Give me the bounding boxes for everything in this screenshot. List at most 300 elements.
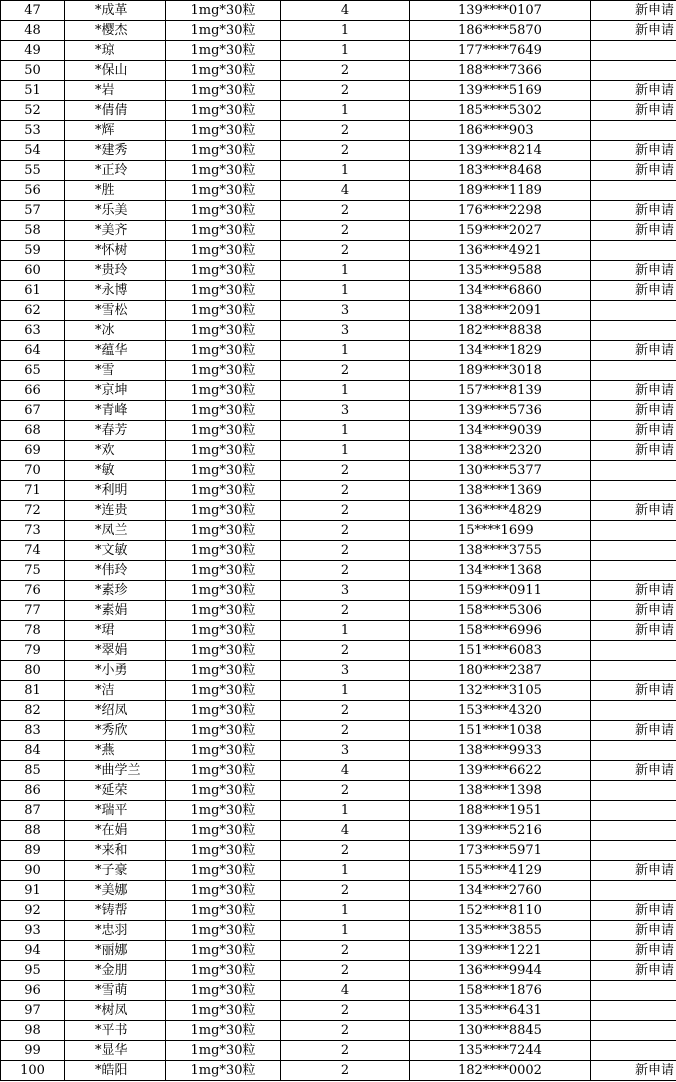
applicant-name: *青峰 [65, 401, 166, 421]
drug-spec: 1mg*30粒 [166, 241, 281, 261]
phone-number: 139****5216 [410, 821, 591, 841]
phone-number: 155****4129 [410, 861, 591, 881]
row-number: 65 [1, 361, 65, 381]
quantity: 2 [281, 81, 410, 101]
row-number: 95 [1, 961, 65, 981]
table-row [1, 521, 676, 541]
table-row [1, 421, 676, 441]
phone-number: 158****5306 [410, 601, 591, 621]
drug-spec: 1mg*30粒 [166, 1021, 281, 1041]
application-status [591, 701, 676, 721]
phone-number: 134****9039 [410, 421, 591, 441]
quantity: 2 [281, 1061, 410, 1081]
applicant-name: *延荣 [65, 781, 166, 801]
drug-spec: 1mg*30粒 [166, 41, 281, 61]
row-number: 81 [1, 681, 65, 701]
phone-number: 173****5971 [410, 841, 591, 861]
quantity: 1 [281, 681, 410, 701]
application-status: 新申请 [591, 441, 676, 461]
applicant-name: *正玲 [65, 161, 166, 181]
phone-number: 134****6860 [410, 281, 591, 301]
quantity: 2 [281, 61, 410, 81]
drug-spec: 1mg*30粒 [166, 901, 281, 921]
table-row [1, 21, 676, 41]
applicant-name: *雪松 [65, 301, 166, 321]
row-number: 86 [1, 781, 65, 801]
quantity: 2 [281, 461, 410, 481]
table-row [1, 501, 676, 521]
table-row [1, 561, 676, 581]
quantity: 4 [281, 761, 410, 781]
table-row [1, 881, 676, 901]
phone-number: 138****1369 [410, 481, 591, 501]
table-row [1, 461, 676, 481]
table-row [1, 221, 676, 241]
quantity: 2 [281, 641, 410, 661]
applicant-name: *京坤 [65, 381, 166, 401]
drug-spec: 1mg*30粒 [166, 1, 281, 21]
drug-spec: 1mg*30粒 [166, 101, 281, 121]
drug-spec: 1mg*30粒 [166, 821, 281, 841]
row-number: 50 [1, 61, 65, 81]
row-number: 67 [1, 401, 65, 421]
quantity: 3 [281, 661, 410, 681]
drug-spec: 1mg*30粒 [166, 481, 281, 501]
row-number: 58 [1, 221, 65, 241]
row-number: 89 [1, 841, 65, 861]
applicant-name: *琼 [65, 41, 166, 61]
phone-number: 138****9933 [410, 741, 591, 761]
drug-spec: 1mg*30粒 [166, 121, 281, 141]
applicant-name: *文敏 [65, 541, 166, 561]
application-status [591, 561, 676, 581]
drug-spec: 1mg*30粒 [166, 61, 281, 81]
phone-number: 136****4921 [410, 241, 591, 261]
table-row [1, 401, 676, 421]
row-number: 80 [1, 661, 65, 681]
applicant-name: *铸帮 [65, 901, 166, 921]
phone-number: 130****8845 [410, 1021, 591, 1041]
application-status [591, 321, 676, 341]
applicant-name: *贵玲 [65, 261, 166, 281]
drug-spec: 1mg*30粒 [166, 281, 281, 301]
phone-number: 136****4829 [410, 501, 591, 521]
drug-spec: 1mg*30粒 [166, 81, 281, 101]
phone-number: 158****1876 [410, 981, 591, 1001]
drug-spec: 1mg*30粒 [166, 801, 281, 821]
drug-spec: 1mg*30粒 [166, 461, 281, 481]
phone-number: 134****1368 [410, 561, 591, 581]
row-number: 93 [1, 921, 65, 941]
applicant-name: *成革 [65, 1, 166, 21]
row-number: 82 [1, 701, 65, 721]
applicant-name: *燕 [65, 741, 166, 761]
drug-spec: 1mg*30粒 [166, 701, 281, 721]
application-status: 新申请 [591, 961, 676, 981]
row-number: 84 [1, 741, 65, 761]
phone-number: 138****3755 [410, 541, 591, 561]
row-number: 71 [1, 481, 65, 501]
drug-spec: 1mg*30粒 [166, 941, 281, 961]
application-status: 新申请 [591, 501, 676, 521]
applicant-name: *绍凤 [65, 701, 166, 721]
table-row [1, 1041, 676, 1061]
applicant-name: *在娟 [65, 821, 166, 841]
quantity: 3 [281, 301, 410, 321]
application-status: 新申请 [591, 381, 676, 401]
drug-spec: 1mg*30粒 [166, 541, 281, 561]
drug-spec: 1mg*30粒 [166, 961, 281, 981]
table-row [1, 481, 676, 501]
applicant-name: *欢 [65, 441, 166, 461]
quantity: 4 [281, 821, 410, 841]
row-number: 75 [1, 561, 65, 581]
phone-number: 186****5870 [410, 21, 591, 41]
drug-spec: 1mg*30粒 [166, 981, 281, 1001]
quantity: 2 [281, 521, 410, 541]
applicant-name: *丽娜 [65, 941, 166, 961]
table-row [1, 121, 676, 141]
row-number: 47 [1, 1, 65, 21]
quantity: 1 [281, 381, 410, 401]
drug-spec: 1mg*30粒 [166, 641, 281, 661]
phone-number: 189****3018 [410, 361, 591, 381]
application-status: 新申请 [591, 21, 676, 41]
application-status [591, 461, 676, 481]
table-row [1, 1, 676, 21]
drug-spec: 1mg*30粒 [166, 721, 281, 741]
drug-spec: 1mg*30粒 [166, 361, 281, 381]
row-number: 54 [1, 141, 65, 161]
application-status [591, 241, 676, 261]
quantity: 2 [281, 361, 410, 381]
applicant-name: *秀欣 [65, 721, 166, 741]
phone-number: 159****2027 [410, 221, 591, 241]
row-number: 92 [1, 901, 65, 921]
row-number: 98 [1, 1021, 65, 1041]
applicant-name: *倩倩 [65, 101, 166, 121]
phone-number: 138****2320 [410, 441, 591, 461]
phone-number: 159****0911 [410, 581, 591, 601]
applicant-name: *平书 [65, 1021, 166, 1041]
row-number: 88 [1, 821, 65, 841]
application-status: 新申请 [591, 621, 676, 641]
application-status: 新申请 [591, 81, 676, 101]
drug-spec: 1mg*30粒 [166, 1041, 281, 1061]
applicant-name: *翠娟 [65, 641, 166, 661]
quantity: 2 [281, 561, 410, 581]
row-number: 72 [1, 501, 65, 521]
table-row [1, 801, 676, 821]
drug-spec: 1mg*30粒 [166, 561, 281, 581]
applicant-name: *樱杰 [65, 21, 166, 41]
application-status: 新申请 [591, 281, 676, 301]
drug-spec: 1mg*30粒 [166, 841, 281, 861]
row-number: 94 [1, 941, 65, 961]
application-status: 新申请 [591, 901, 676, 921]
drug-spec: 1mg*30粒 [166, 501, 281, 521]
row-number: 91 [1, 881, 65, 901]
quantity: 1 [281, 21, 410, 41]
row-number: 48 [1, 21, 65, 41]
table-row [1, 361, 676, 381]
phone-number: 183****8468 [410, 161, 591, 181]
application-status: 新申请 [591, 141, 676, 161]
table-row [1, 1001, 676, 1021]
row-number: 70 [1, 461, 65, 481]
table-row [1, 921, 676, 941]
application-status [591, 661, 676, 681]
row-number: 52 [1, 101, 65, 121]
application-status: 新申请 [591, 341, 676, 361]
phone-number: 139****6622 [410, 761, 591, 781]
applicant-name: *建秀 [65, 141, 166, 161]
drug-spec: 1mg*30粒 [166, 21, 281, 41]
quantity: 4 [281, 1, 410, 21]
quantity: 2 [281, 141, 410, 161]
application-status [591, 541, 676, 561]
row-number: 61 [1, 281, 65, 301]
phone-number: 185****5302 [410, 101, 591, 121]
application-status [591, 521, 676, 541]
table-body [1, 1, 676, 1081]
table-row [1, 681, 676, 701]
applicant-name: *蕴华 [65, 341, 166, 361]
phone-number: 182****8838 [410, 321, 591, 341]
application-status: 新申请 [591, 941, 676, 961]
quantity: 1 [281, 281, 410, 301]
table-row [1, 761, 676, 781]
row-number: 51 [1, 81, 65, 101]
application-status [591, 361, 676, 381]
table-row [1, 281, 676, 301]
applicant-name: *伟玲 [65, 561, 166, 581]
drug-spec: 1mg*30粒 [166, 761, 281, 781]
quantity: 2 [281, 881, 410, 901]
application-status: 新申请 [591, 201, 676, 221]
quantity: 2 [281, 781, 410, 801]
application-status [591, 981, 676, 1001]
quantity: 2 [281, 221, 410, 241]
table-row [1, 41, 676, 61]
application-status [591, 301, 676, 321]
application-status [591, 61, 676, 81]
table-row [1, 61, 676, 81]
row-number: 78 [1, 621, 65, 641]
drug-spec: 1mg*30粒 [166, 141, 281, 161]
phone-number: 15****1699 [410, 521, 591, 541]
drug-spec: 1mg*30粒 [166, 781, 281, 801]
row-number: 77 [1, 601, 65, 621]
applicant-name: *雪 [65, 361, 166, 381]
applicant-name: *珺 [65, 621, 166, 641]
applicant-name: *忠羽 [65, 921, 166, 941]
quantity: 1 [281, 421, 410, 441]
quantity: 3 [281, 321, 410, 341]
drug-spec: 1mg*30粒 [166, 321, 281, 341]
row-number: 74 [1, 541, 65, 561]
application-status [591, 1021, 676, 1041]
application-status: 新申请 [591, 261, 676, 281]
drug-spec: 1mg*30粒 [166, 301, 281, 321]
quantity: 2 [281, 201, 410, 221]
quantity: 2 [281, 121, 410, 141]
application-status: 新申请 [591, 761, 676, 781]
row-number: 97 [1, 1001, 65, 1021]
table-row [1, 701, 676, 721]
row-number: 69 [1, 441, 65, 461]
quantity: 2 [281, 1001, 410, 1021]
application-status: 新申请 [591, 721, 676, 741]
drug-spec: 1mg*30粒 [166, 201, 281, 221]
phone-number: 177****7649 [410, 41, 591, 61]
drug-spec: 1mg*30粒 [166, 1001, 281, 1021]
application-status [591, 641, 676, 661]
drug-spec: 1mg*30粒 [166, 401, 281, 421]
drug-spec: 1mg*30粒 [166, 181, 281, 201]
drug-spec: 1mg*30粒 [166, 621, 281, 641]
application-status [591, 841, 676, 861]
table-row [1, 1021, 676, 1041]
table-row [1, 941, 676, 961]
applicant-name: *瑞平 [65, 801, 166, 821]
application-status: 新申请 [591, 681, 676, 701]
phone-number: 182****0002 [410, 1061, 591, 1081]
applicant-name: *子豪 [65, 861, 166, 881]
quantity: 1 [281, 101, 410, 121]
table-row [1, 821, 676, 841]
table-row [1, 901, 676, 921]
table-row [1, 101, 676, 121]
application-status: 新申请 [591, 861, 676, 881]
phone-number: 188****7366 [410, 61, 591, 81]
quantity: 2 [281, 541, 410, 561]
application-status [591, 481, 676, 501]
drug-spec: 1mg*30粒 [166, 661, 281, 681]
table-row [1, 181, 676, 201]
applicant-name: *乐美 [65, 201, 166, 221]
quantity: 2 [281, 841, 410, 861]
application-status: 新申请 [591, 601, 676, 621]
row-number: 55 [1, 161, 65, 181]
drug-spec: 1mg*30粒 [166, 1061, 281, 1081]
applicant-name: *素珍 [65, 581, 166, 601]
applicant-name: *冰 [65, 321, 166, 341]
row-number: 85 [1, 761, 65, 781]
row-number: 100 [1, 1061, 65, 1081]
row-number: 87 [1, 801, 65, 821]
applicant-name: *来和 [65, 841, 166, 861]
table-row [1, 441, 676, 461]
table-row [1, 961, 676, 981]
phone-number: 139****8214 [410, 141, 591, 161]
application-status [591, 781, 676, 801]
phone-number: 139****5169 [410, 81, 591, 101]
applicant-name: *曲学兰 [65, 761, 166, 781]
phone-number: 135****3855 [410, 921, 591, 941]
applicant-name: *雪萌 [65, 981, 166, 1001]
phone-number: 138****2091 [410, 301, 591, 321]
applicant-name: *皓阳 [65, 1061, 166, 1081]
application-status [591, 1001, 676, 1021]
phone-number: 152****8110 [410, 901, 591, 921]
applicant-name: *保山 [65, 61, 166, 81]
phone-number: 139****5736 [410, 401, 591, 421]
quantity: 1 [281, 861, 410, 881]
quantity: 4 [281, 181, 410, 201]
table-row [1, 621, 676, 641]
applicant-name: *小勇 [65, 661, 166, 681]
row-number: 68 [1, 421, 65, 441]
applicant-name: *连贵 [65, 501, 166, 521]
application-status: 新申请 [591, 581, 676, 601]
row-number: 99 [1, 1041, 65, 1061]
phone-number: 134****2760 [410, 881, 591, 901]
applicant-name: *美娜 [65, 881, 166, 901]
phone-number: 139****1221 [410, 941, 591, 961]
application-status [591, 801, 676, 821]
quantity: 2 [281, 941, 410, 961]
application-status [591, 881, 676, 901]
drug-spec: 1mg*30粒 [166, 341, 281, 361]
applicant-name: *凤兰 [65, 521, 166, 541]
application-status: 新申请 [591, 221, 676, 241]
application-status [591, 41, 676, 61]
phone-number: 151****6083 [410, 641, 591, 661]
phone-number: 186****903 [410, 121, 591, 141]
phone-number: 136****9944 [410, 961, 591, 981]
quantity: 1 [281, 261, 410, 281]
drug-spec: 1mg*30粒 [166, 261, 281, 281]
phone-number: 176****2298 [410, 201, 591, 221]
table-row [1, 581, 676, 601]
drug-spec: 1mg*30粒 [166, 421, 281, 441]
row-number: 64 [1, 341, 65, 361]
application-status [591, 181, 676, 201]
quantity: 4 [281, 981, 410, 1001]
table-row [1, 721, 676, 741]
table-row [1, 261, 676, 281]
row-number: 56 [1, 181, 65, 201]
phone-number: 130****5377 [410, 461, 591, 481]
table-row [1, 781, 676, 801]
table-row [1, 541, 676, 561]
applicant-name: *永博 [65, 281, 166, 301]
table-row [1, 861, 676, 881]
quantity: 1 [281, 441, 410, 461]
table-row [1, 841, 676, 861]
table-row [1, 141, 676, 161]
application-status [591, 821, 676, 841]
drug-spec: 1mg*30粒 [166, 601, 281, 621]
phone-number: 134****1829 [410, 341, 591, 361]
phone-number: 135****7244 [410, 1041, 591, 1061]
drug-spec: 1mg*30粒 [166, 861, 281, 881]
table-row [1, 641, 676, 661]
quantity: 2 [281, 481, 410, 501]
table-row [1, 381, 676, 401]
application-status: 新申请 [591, 1, 676, 21]
phone-number: 135****9588 [410, 261, 591, 281]
application-status: 新申请 [591, 421, 676, 441]
quantity: 2 [281, 701, 410, 721]
phone-number: 153****4320 [410, 701, 591, 721]
drug-spec: 1mg*30粒 [166, 681, 281, 701]
phone-number: 158****6996 [410, 621, 591, 641]
table-row [1, 741, 676, 761]
row-number: 62 [1, 301, 65, 321]
quantity: 2 [281, 601, 410, 621]
